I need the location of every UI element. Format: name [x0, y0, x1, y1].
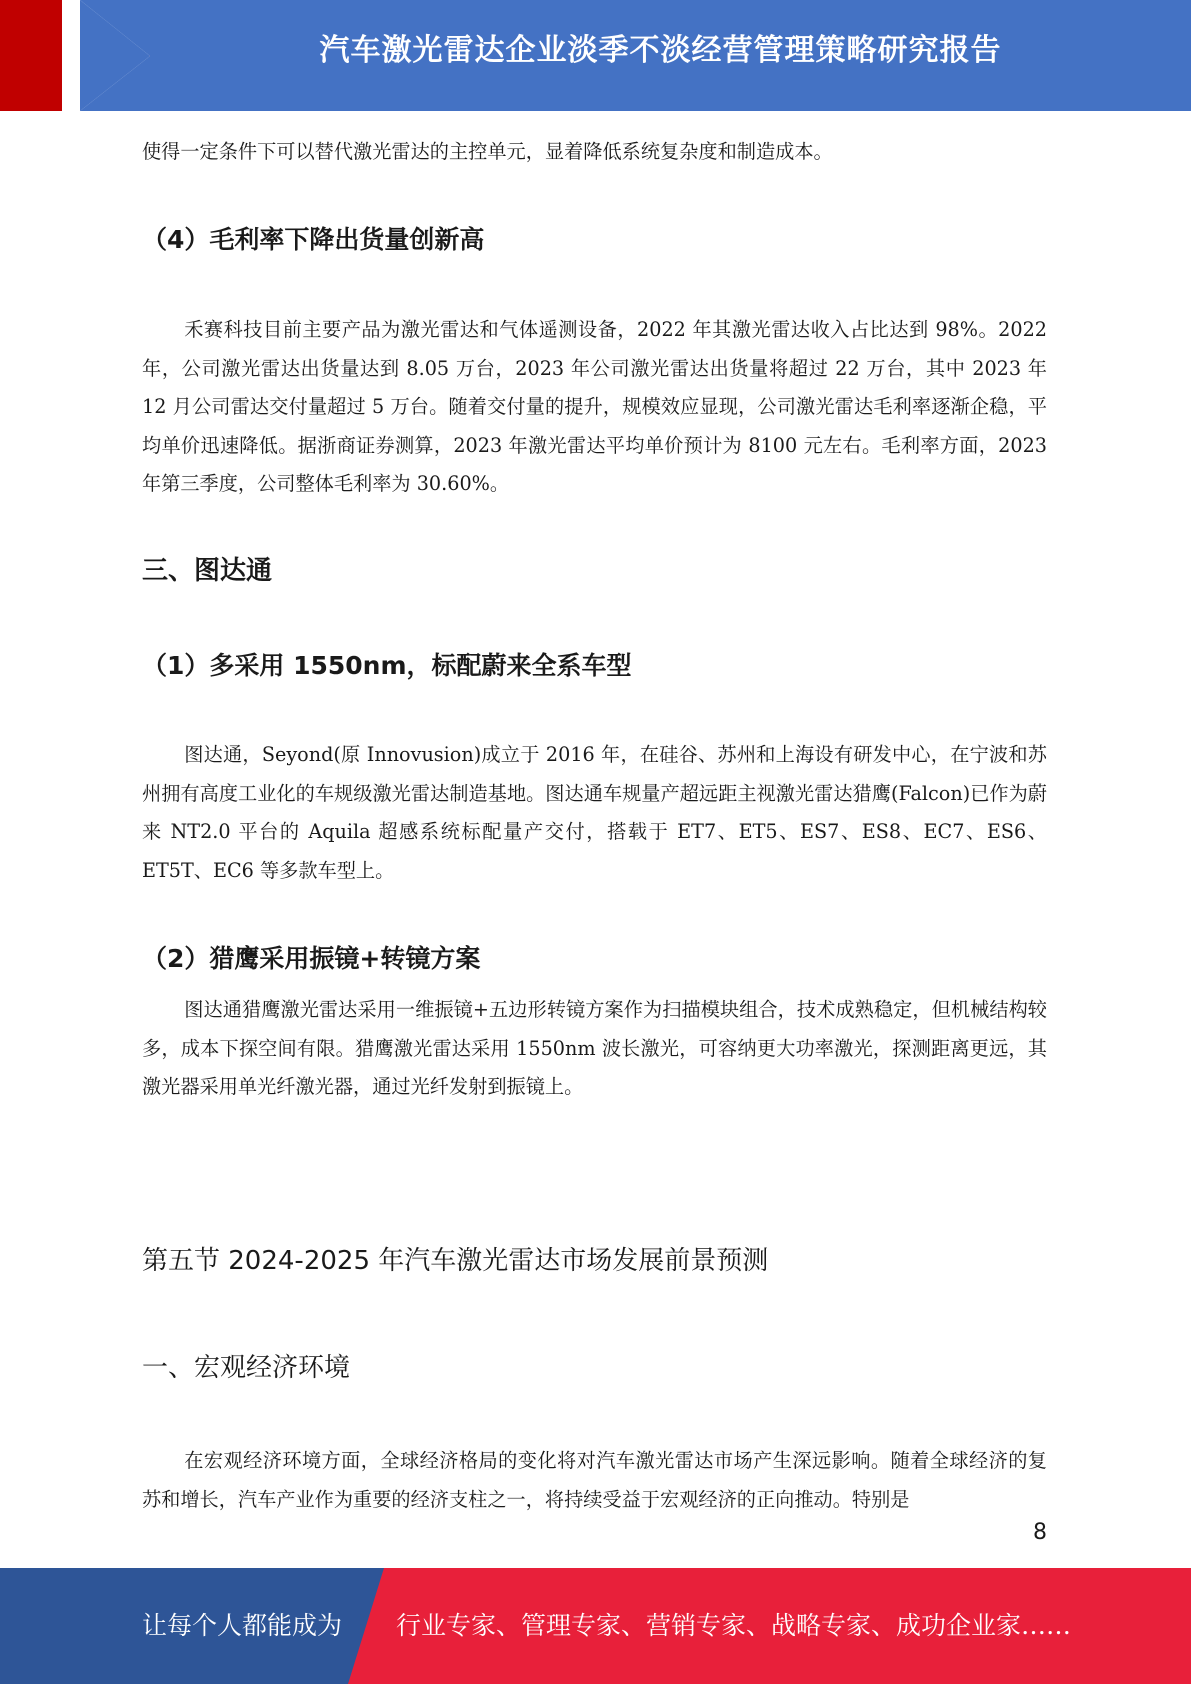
report-title: 汽车激光雷达企业淡季不淡经营管理策略研究报告 — [319, 33, 1002, 68]
footer-banner — [0, 1568, 1191, 1684]
heading-falcon-scheme: （2）猎鹰采用振镜+转镜方案 — [142, 944, 481, 973]
footer-slogan-right: 行业专家、管理专家、营销专家、战略专家、成功企业家…… — [396, 1611, 1072, 1640]
heading-gross-margin: （4）毛利率下降出货量创新高 — [142, 225, 485, 254]
heading-1550nm: （1）多采用 1550nm，标配蔚来全系车型 — [142, 651, 632, 680]
paragraph-intro: 使得一定条件下可以替代激光雷达的主控单元，显着降低系统复杂度和制造成本。 — [142, 140, 833, 163]
heading-macro-environment: 一、宏观经济环境 — [142, 1353, 351, 1383]
paragraph-hesai: 禾赛科技目前主要产品为激光雷达和气体遥测设备，2022 年其激光雷达收入占比达到 98%。2022 年，公司激光雷达出货量达到 8.05 万台，2023 年公司激光雷达出货量将超过 22 万台，其中 2023 年 12 月公司雷达交付量超过 5 万台。随着交付量的提升，规模效应显现，公司激光雷达毛利率逐渐企稳，平均单价迅速降低。据浙商证券测算，2023 年激光雷达平均单价预计为 8100 元左右。毛利率方面，2023 年第三季度，公司整体毛利率为 30.60%。 — [142, 318, 1047, 495]
heading-section-5: 第五节 2024-2025 年汽车激光雷达市场发展前景预测 — [142, 1246, 769, 1276]
footer-slogan-left: 让每个人都能成为 — [142, 1611, 343, 1640]
page-number: 8 — [1033, 1520, 1047, 1545]
paragraph-seyond: 图达通，Seyond(原 Innovusion)成立于 2016 年，在硅谷、苏州和上海设有研发中心，在宁波和苏州拥有高度工业化的车规级激光雷达制造基地。图达通车规量产超远距主视激光雷达猎鹰(Falcon)已作为蔚来 NT2.0 平台的 Aquila 超感系统标配量产交付，搭载于 ET7、ET5、ES7、ES8、EC7、ES6、ET5T、EC6 等多款车型上。 — [142, 743, 1047, 882]
paragraph-falcon: 图达通猎鹰激光雷达采用一维振镜+五边形转镜方案作为扫描模块组合，技术成熟稳定，但机械结构较多，成本下探空间有限。猎鹰激光雷达采用 1550nm 波长激光，可容纳更大功率激光，探测距离更远，其激光器采用单光纤激光器，通过光纤发射到振镜上。 — [142, 998, 1047, 1098]
paragraph-macro: 在宏观经济环境方面，全球经济格局的变化将对汽车激光雷达市场产生深远影响。随着全球经济的复苏和增长，汽车产业作为重要的经济支柱之一，将持续受益于宏观经济的正向推动。特别是 — [142, 1449, 1047, 1511]
heading-seyond: 三、图达通 — [142, 556, 273, 586]
